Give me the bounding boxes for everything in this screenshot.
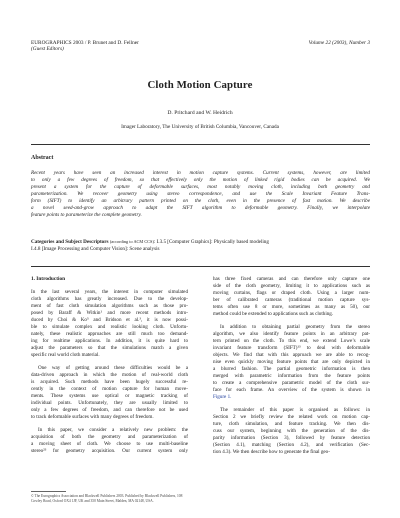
text-line: tems often use 8 or more, sometimes as many as 50), our bbox=[213, 303, 370, 310]
abstract-body bbox=[31, 170, 370, 219]
paragraph bbox=[213, 276, 370, 318]
text-line: In this paper, we consider a relatively new problem: the bbox=[38, 427, 188, 434]
authors: D. Pritchard and W. Heidrich bbox=[167, 110, 233, 116]
text-line: side of the cloth geometry, limiting it to applications such as bbox=[213, 282, 370, 289]
text-line: tion 4.3). We then describe how to generate the final geo- bbox=[213, 448, 330, 455]
text-line: a moving sheet of cloth. We choose to use multi-baseline bbox=[31, 441, 188, 448]
abstract-line: Recent years have seen an increased interest in motion capture systems. Current systems, however, are limited bbox=[31, 170, 370, 176]
text-line: stereo²³ for geometry acquisition. Our current system only bbox=[31, 447, 188, 454]
text-line: a blurred fashion. The partial geometric information is then bbox=[213, 365, 370, 372]
left-column bbox=[31, 276, 188, 461]
text-line: face for each frame. An overview of the system is shown in bbox=[213, 386, 370, 393]
text-line: (Section 4.1), matching (Section 4.2), and verification (Sec- bbox=[213, 441, 370, 448]
footnote-rule bbox=[31, 491, 66, 492]
editors-line: (Guest Editors) bbox=[31, 46, 64, 53]
subject-descriptors bbox=[31, 239, 370, 253]
abstract-line: form (SIFT) to identify an arbitrary pattern printed on the cloth, even in the presence of fast motion. We describe bbox=[31, 197, 370, 204]
text-line: specific real world cloth material. bbox=[31, 351, 100, 358]
text-line: ments. These systems use optical or magnetic tracking of bbox=[31, 392, 188, 399]
text-line: The remainder of this paper is organised as follows: in bbox=[220, 407, 370, 414]
text-line: ber of calibrated cameras (traditional motion capture sys- bbox=[213, 296, 370, 303]
abstract-line: to only a few degrees of freedom, so that effectively only the motion of linked rigid bodies can be acquired. We bbox=[31, 176, 370, 183]
copyright-footnote: © The Eurographics Association and Blackwell Publishers 2003. Published by Blackwell Publishers, 108 Cowley Road, Oxford OX4 1JF, UK and 350 Main Street, Malden, MA 02148, USA. bbox=[31, 494, 183, 503]
abstract-line: feature points to parameterize the complete geometry. bbox=[31, 211, 142, 218]
figure-reference-line[interactable]: Figure 1. bbox=[213, 393, 232, 400]
text-line: One way of getting around these difficulties would be a bbox=[38, 364, 188, 371]
bottom-rule bbox=[31, 266, 370, 267]
text-line: to track deformable surfaces with many degrees of freedom. bbox=[31, 413, 154, 420]
text-line: acquisition of both the geometry and parameterization of bbox=[31, 434, 188, 441]
right-column bbox=[213, 276, 370, 462]
text-line: moving curtains, flags or draped cloth. Using a larger num- bbox=[213, 289, 370, 296]
paper-title: Cloth Motion Capture bbox=[147, 79, 253, 91]
text-line: merged with parametric information from the feature points bbox=[213, 372, 370, 379]
text-line: In the last several years, the interest in computer simulated bbox=[31, 288, 188, 295]
abstract-line: parameterization. We recover geometry using stereo correspondence, and use the Scale Invariant Feature Trans- bbox=[31, 190, 370, 197]
section-heading: 1. Introduction bbox=[31, 276, 66, 282]
text-line: In addition to obtaining partial geometry from the stereo bbox=[220, 324, 370, 331]
text-line: cloth algorithms has greatly increased. Due to the develop- bbox=[31, 295, 188, 302]
paragraph bbox=[31, 427, 188, 455]
abstract-heading: Abstract bbox=[31, 155, 54, 161]
text-line: cuss our system, beginning with the generation of the dis- bbox=[213, 428, 370, 435]
text-line: objects. We find that with this approach we are able to recog- bbox=[213, 352, 370, 359]
paragraph bbox=[31, 289, 188, 359]
text-line: method could be extended to applications such as clothing. bbox=[213, 310, 334, 317]
text-line: data-driven approach in which the motion of real-world cloth bbox=[31, 371, 188, 378]
conference-line: EUROGRAPHICS 2003 / P. Brunet and D. Fellner bbox=[31, 40, 139, 46]
text-line: ture, cloth simulation, and feature tracking. We then dis- bbox=[213, 421, 370, 428]
text-line: ing for realtime applications. In addition, it is quite hard to bbox=[31, 337, 188, 344]
running-header-left bbox=[31, 40, 139, 53]
text-line: individual points. Unfortunately, they are usually limited to bbox=[31, 399, 188, 406]
text-line: to create a comprehensive parametric model of the cloth sur- bbox=[213, 379, 370, 386]
text-line: nise even quickly moving feature points that are only depicted in bbox=[213, 358, 370, 365]
text-line: ment of fast cloth simulation algorithms such as those pro- bbox=[31, 302, 188, 309]
text-line: duced by Choi & Ko⁵ and Bridson et al.³, it is now possi- bbox=[31, 316, 188, 323]
text-line: adjust the parameters so that the simulations match a given bbox=[31, 344, 188, 351]
text-line: algorithm, we also identify feature points in an arbitrary pat- bbox=[213, 331, 370, 338]
paragraph bbox=[213, 324, 370, 400]
abstract-line: present a system for the capture of deformable surfaces, most notably moving cloth, including both geometry and bbox=[31, 183, 370, 190]
text-line: Section 2 we briefly review the related work on motion cap- bbox=[213, 414, 370, 421]
running-header-right: Volume 22 (2003), Number 3 bbox=[308, 40, 370, 46]
paragraph bbox=[31, 365, 188, 421]
acm-ccs-note: (according to ACM CCS) bbox=[109, 239, 154, 244]
text-line: invariant feature transform (SIFT)¹³ to deal with deformable bbox=[213, 345, 370, 352]
text-line: is acquired. Such methods have been hugely successful re- bbox=[31, 378, 188, 385]
abstract-line: a novel seed-and-grow approach to adapt the SIFT algorithm to deformable geometry. Finally, we interpolate bbox=[31, 204, 370, 211]
descriptors-label: Categories and Subject Descriptors bbox=[31, 239, 109, 245]
text-line: has three fixed cameras and can therefore only capture one bbox=[213, 276, 370, 282]
text-line: only a few degrees of freedom, and can therefore not be used bbox=[31, 406, 188, 413]
text-line: tern printed on the cloth. To this end, we extend Lowe’s scale bbox=[213, 338, 370, 345]
descriptor-1: : I.3.5 [Computer Graphics]: Physically based modeling bbox=[153, 239, 269, 245]
text-line: ble to simulate complex and realistic looking cloth. Unfortu- bbox=[31, 323, 188, 330]
affiliation: Imager Laboratory, The University of British Columbia, Vancouver, Canada bbox=[121, 124, 279, 130]
descriptor-2: I.4.8 [Image Processing and Computer Vision]: Scene analysis bbox=[31, 245, 160, 252]
top-rule bbox=[31, 144, 370, 145]
text-line: posed by Baraff & Witkin¹ and more recent methods intro- bbox=[31, 309, 188, 316]
text-line: cently in the context of motion capture for human move- bbox=[31, 385, 188, 392]
text-line: nately, these realistic approaches are still much too demand- bbox=[31, 330, 188, 337]
paragraph bbox=[213, 407, 370, 456]
text-line: parity information (Section 3), followed by feature detection bbox=[213, 435, 370, 442]
